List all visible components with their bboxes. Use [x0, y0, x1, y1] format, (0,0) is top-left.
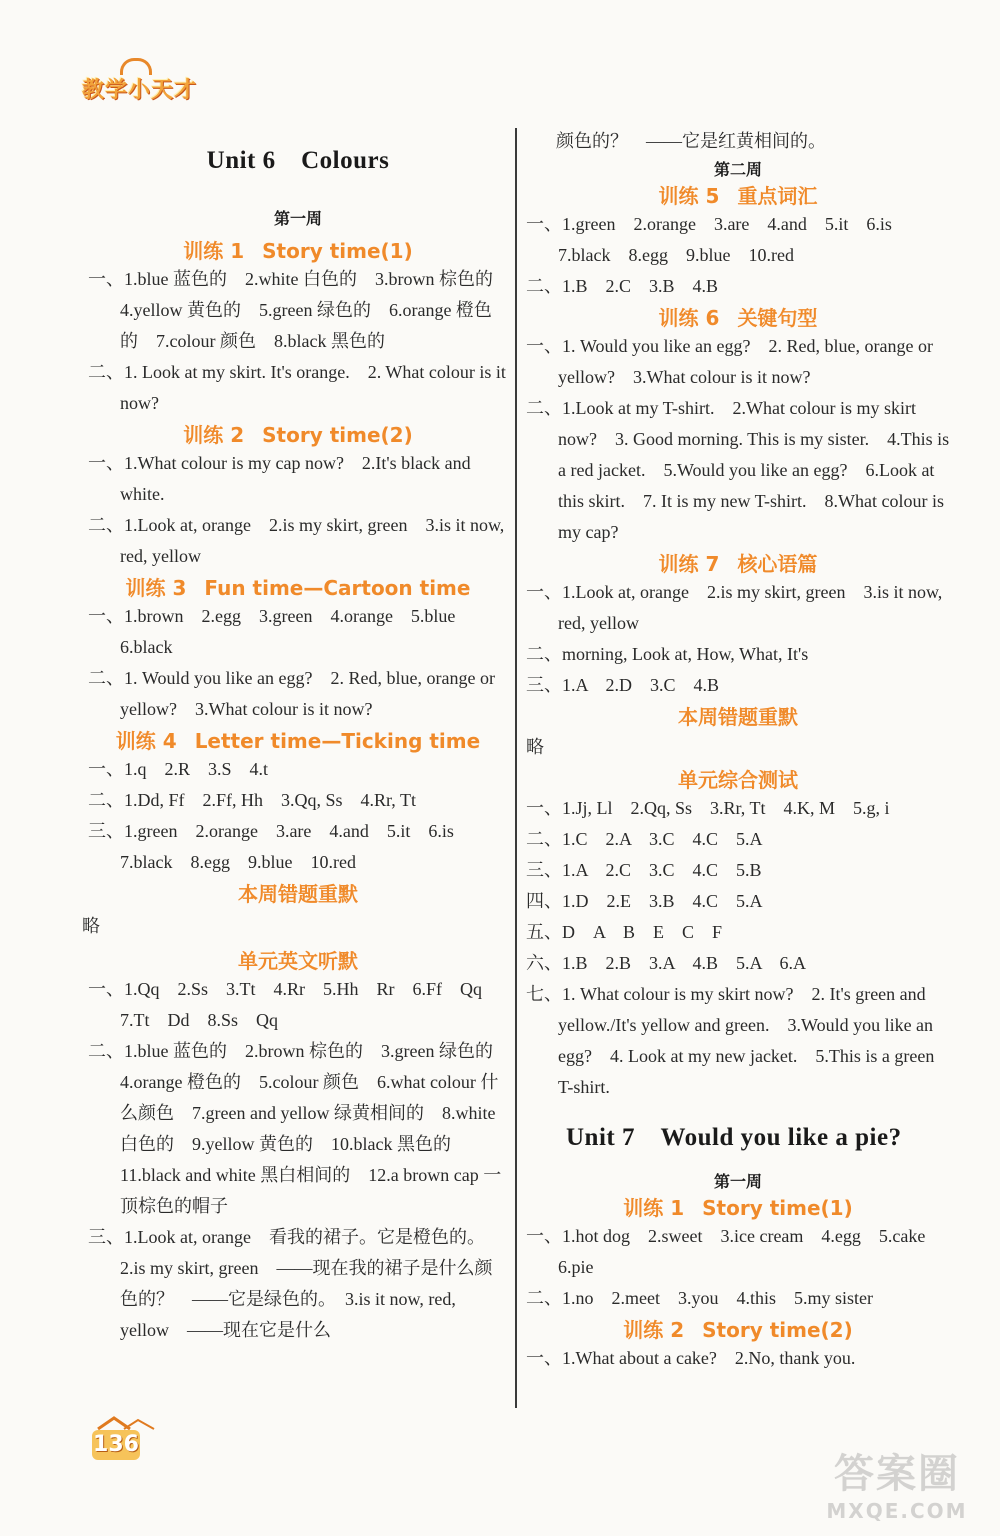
answer-line: 一、1.q 2.R 3.S 4.t — [88, 759, 269, 779]
unit-test-title: 单元综合测试 — [678, 768, 798, 792]
training-name: Fun time—Cartoon time — [204, 576, 471, 600]
training-1-title — [88, 235, 508, 264]
answer-line: 一、1.What colour is my cap now? 2.It's black and white. — [88, 453, 471, 504]
training-name: Story time(2) — [262, 423, 413, 447]
answer-line: 二、1.Look at my T-shirt. 2.What colour is my skirt now? 3. Good morning. This is my sister. 4.This is a red jacket. 5.Would you like an egg? 6.Look at this skirt. 7. It is my new T-shirt. 8.What colour is my cap? — [526, 398, 950, 542]
answer-line: 一、1.blue 蓝色的 2.white 白色的 3.brown 棕色的 4.yellow 黄色的 5.green 绿色的 6.orange 橙色的 7.colour 颜色 8.black 黑色的 — [88, 269, 511, 351]
week-1-heading: 第一周 — [713, 1172, 762, 1191]
logo-ears-decoration — [120, 58, 152, 75]
answer-line: 一、1.Qq 2.Ss 3.Tt 4.Rr 5.Hh Rr 6.Ff Qq 7.Tt Dd 8.Ss Qq — [88, 979, 501, 1030]
answer-line: 一、1. Would you like an egg? 2. Red, blue, orange or yellow? 3.What colour is it now? — [526, 336, 933, 387]
training-number: 训练 5 — [658, 184, 720, 208]
weekly-review-body: 略 — [82, 916, 100, 936]
left-column — [82, 140, 511, 1346]
watermark-logo-text: 答案圈 — [834, 1451, 960, 1497]
answer-line: 三、1.green 2.orange 3.are 4.and 5.it 6.is 7.black 8.egg 9.blue 10.red — [88, 821, 472, 872]
unit-7-training-1-title — [526, 1192, 950, 1221]
training-2-title — [88, 419, 508, 448]
column-divider — [515, 128, 517, 1408]
training-number: 训练 1 — [623, 1196, 685, 1220]
roof-icon — [96, 1416, 156, 1430]
training-7-title — [526, 548, 950, 577]
training-number: 训练 1 — [183, 239, 245, 263]
answer-line: 三、1.A 2.C 3.C 4.C 5.B — [526, 860, 762, 880]
training-5-title — [526, 180, 950, 209]
answer-line: 一、1.Look at, orange 2.is my skirt, green 3.is it now, red, yellow — [526, 582, 943, 633]
answer-line: 三、1.Look at, orange 看我的裙子。它是橙色的。 2.is my skirt, green ——现在我的裙子是什么颜色的？ ——它是绿色的。 3.is it now, red, yellow ——现在它是什么 — [88, 1227, 494, 1340]
continued-line: 颜色的？ ——它是红黄相间的。 — [556, 131, 826, 151]
answer-line: 二、1.no 2.meet 3.you 4.this 5.my sister — [526, 1288, 873, 1308]
page-number: 136 — [92, 1430, 140, 1460]
training-4-title — [88, 725, 508, 754]
answer-line: 一、1.Jj, Ll 2.Qq, Ss 3.Rr, Tt 4.K, M 5.g, i — [526, 798, 890, 818]
training-number: 训练 2 — [183, 423, 245, 447]
training-number: 训练 7 — [658, 552, 720, 576]
training-name: Story time(1) — [702, 1196, 853, 1220]
week-2-heading: 第二周 — [713, 160, 762, 179]
answer-line: 二、1. Would you like an egg? 2. Red, blue, orange or yellow? 3.What colour is it now? — [88, 668, 495, 719]
answer-line: 二、morning, Look at, How, What, It's — [526, 644, 809, 664]
unit-7-training-2-title — [526, 1314, 950, 1343]
right-column — [526, 126, 950, 1374]
weekly-review-title: 本周错题重默 — [678, 705, 798, 729]
week-1-heading: 第一周 — [273, 209, 322, 228]
training-number: 训练 2 — [623, 1318, 685, 1342]
answer-line: 二、1.C 2.A 3.C 4.C 5.A — [526, 829, 763, 849]
training-3-title — [88, 572, 508, 601]
training-number: 训练 6 — [658, 306, 720, 330]
answer-line: 三、1.A 2.D 3.C 4.B — [526, 675, 720, 695]
training-name: Story time(1) — [262, 239, 413, 263]
answer-line: 四、1.D 2.E 3.B 4.C 5.A — [526, 891, 763, 911]
training-name: 重点词汇 — [737, 184, 818, 208]
unit-7-title: Unit 7 Would you like a pie? — [566, 1124, 902, 1151]
answer-line: 一、1.hot dog 2.sweet 3.ice cream 4.egg 5.cake 6.pie — [526, 1226, 944, 1277]
site-watermark — [812, 1442, 982, 1522]
brand-logo — [82, 70, 197, 106]
watermark-url: MXQE.COM — [826, 1499, 968, 1523]
answer-line: 二、1. Look at my skirt. It's orange. 2. What colour is it now? — [88, 362, 506, 413]
answer-line: 一、1.brown 2.egg 3.green 4.orange 5.blue 6.black — [88, 606, 474, 657]
answer-line: 七、1. What colour is my skirt now? 2. It's green and yellow./It's yellow and green. 3.Would you like an egg? 4. Look at my new jacket. 5.This is a green T-shirt. — [526, 984, 935, 1097]
training-number: 训练 3 — [125, 576, 187, 600]
training-6-title — [526, 302, 950, 331]
weekly-review-body: 略 — [526, 737, 544, 757]
answer-line: 六、1.B 2.B 3.A 4.B 5.A 6.A — [526, 953, 807, 973]
training-name: 核心语篇 — [737, 552, 818, 576]
training-name: Story time(2) — [702, 1318, 853, 1342]
logo-text: 教学小天才 — [82, 77, 198, 103]
answer-line: 二、1.Look at, orange 2.is my skirt, green 3.is it now, red, yellow — [88, 515, 505, 566]
unit-6-title: Unit 6 Colours — [206, 147, 390, 174]
answer-line: 一、1.green 2.orange 3.are 4.and 5.it 6.is 7.black 8.egg 9.blue 10.red — [526, 214, 910, 265]
answer-line: 二、1.blue 蓝色的 2.brown 棕色的 3.green 绿色的 4.orange 橙色的 5.colour 颜色 6.what colour 什么颜色 7.green and yellow 绿黄相间的 8.white 白色的 9.yellow 黄色的 10.black 黑色的 11.black and white 黑白相间的 12.a brown cap 一顶棕色的帽子 — [88, 1041, 511, 1216]
answer-line: 二、1.B 2.C 3.B 4.B — [526, 276, 719, 296]
training-name: Letter time—Ticking time — [194, 729, 481, 753]
weekly-review-title: 本周错题重默 — [238, 882, 358, 906]
answer-line: 五、D A B E C F — [526, 922, 723, 942]
answer-line: 一、1.What about a cake? 2.No, thank you. — [526, 1348, 856, 1368]
training-name: 关键句型 — [737, 306, 818, 330]
training-number: 训练 4 — [115, 729, 177, 753]
unit-dictation-title: 单元英文听默 — [238, 949, 358, 973]
answer-line: 二、1.Dd, Ff 2.Ff, Hh 3.Qq, Ss 4.Rr, Tt — [88, 790, 416, 810]
